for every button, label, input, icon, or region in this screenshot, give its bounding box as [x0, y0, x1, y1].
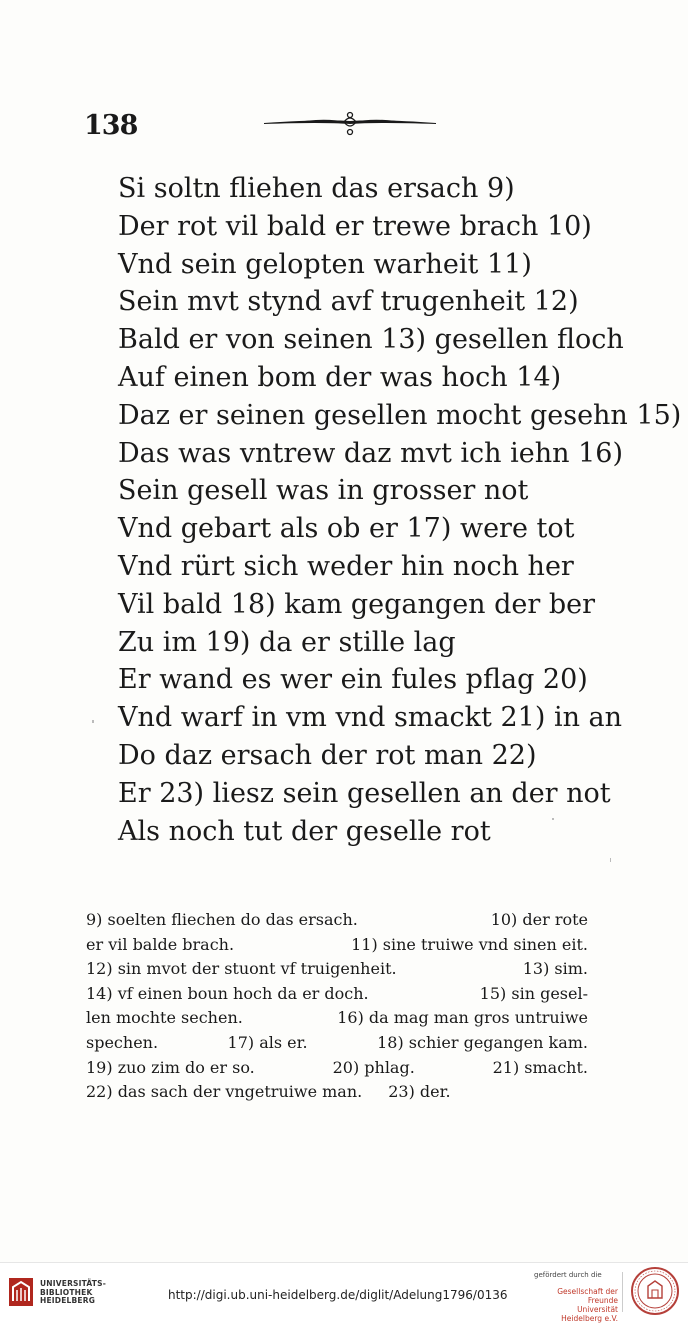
- footnote-line: [86, 1056, 588, 1081]
- footnote-line: [86, 908, 588, 933]
- footnote-line: [86, 957, 588, 982]
- verse-line: Vnd warf in vm vnd smackt 21) in an: [118, 702, 623, 734]
- footnote-line: [86, 933, 588, 958]
- verse-line: Vnd gebart als ob er 17) were tot: [118, 513, 575, 545]
- footnote-segment: 17) als er.: [227, 1032, 308, 1052]
- verse-line: Vnd rürt sich weder hin noch her: [118, 550, 574, 582]
- library-name-line: BIBLIOTHEK: [40, 1287, 93, 1297]
- verse-line: Si soltn fliehen das ersach 9): [118, 173, 515, 204]
- footer-divider: [622, 1272, 623, 1312]
- footnote-segment: er vil balde brach.: [86, 934, 235, 954]
- library-name: [40, 1280, 106, 1306]
- footnote-segment: len mochte sechen.: [86, 1008, 243, 1028]
- permalink-url[interactable]: http://digi.ub.uni-heidelberg.de/diglit/Adelung1796/0136: [168, 1288, 508, 1302]
- verse-line: Daz er seinen gesellen mocht gesehn 15): [118, 399, 682, 431]
- scan-speck: [610, 858, 611, 862]
- university-seal-icon: [630, 1266, 680, 1316]
- library-name-line: HEIDELBERG: [40, 1296, 96, 1306]
- footnote-line: [86, 1031, 588, 1056]
- verse-line: Er 23) liesz sein gesellen an der not: [118, 777, 611, 809]
- footnote-segment: 15) sin gesel-: [479, 983, 588, 1003]
- verse-line: Als noch tut der geselle rot: [118, 815, 491, 847]
- footnote-segment: 21) smacht.: [492, 1057, 588, 1077]
- viewer-footer: [0, 1262, 688, 1321]
- verse-line: Vnd sein gelopten warheit 11): [118, 248, 532, 280]
- poem-text: [118, 170, 682, 850]
- verse-line: Der rot vil bald er trewe brach 10): [118, 210, 592, 242]
- verse-line: Er wand es wer ein fules pflag 20): [118, 664, 588, 696]
- footnote-segment: 10) der rote: [490, 910, 588, 929]
- verse-line: Das was vntrew daz mvt ich iehn 16): [118, 437, 623, 469]
- sponsor-name-line: Universität Heidelberg e.V.: [561, 1305, 618, 1323]
- footnote-segment: 13) sim.: [522, 959, 588, 979]
- verse-line: Auf einen bom der was hoch 14): [118, 361, 562, 393]
- footnote-segment: 12) sin mvot der stuont vf truigenheit.: [86, 959, 397, 979]
- footnote-segment: spechen.: [86, 1032, 159, 1052]
- footnote-segment: 19) zuo zim do er so.: [86, 1057, 255, 1077]
- footnote-segment: 14) vf einen boun hoch da er doch.: [86, 983, 369, 1003]
- verse-line: Sein mvt stynd avf trugenheit 12): [118, 286, 579, 318]
- library-name-line: UNIVERSITÄTS-: [40, 1279, 107, 1288]
- verse-line: Sein gesell was in grosser not: [118, 475, 529, 507]
- sponsor-name-line: Gesellschaft der Freunde: [557, 1287, 618, 1305]
- ornament-rule-icon: [262, 110, 438, 140]
- verse-line: Bald er von seinen 13) gesellen floch: [118, 324, 624, 356]
- verse-line: Vil bald 18) kam gegangen der ber: [118, 588, 596, 620]
- footnote-segment: 22) das sach der vngetruiwe man.: [86, 1082, 363, 1102]
- verse-line: Zu im 19) da er stille lag: [118, 626, 456, 658]
- scan-speck: [92, 720, 94, 723]
- sponsor-caption: gefördert durch die: [534, 1271, 602, 1279]
- footnote-segment: 18) schier gegangen kam.: [377, 1032, 588, 1052]
- footnote-line: [86, 1006, 588, 1031]
- university-library-logo-icon: [8, 1277, 34, 1307]
- footnote-line: [86, 1080, 588, 1105]
- page-number: 138: [84, 110, 138, 141]
- footnote-line: [86, 982, 588, 1007]
- footnotes: [86, 908, 588, 1105]
- footnote-segment: 9) soelten fliechen do das ersach.: [86, 910, 358, 929]
- footnote-segment: 20) phlag.: [332, 1057, 415, 1077]
- verse-line: Do daz ersach der rot man 22): [118, 739, 537, 771]
- footnote-segment: 11) sine truiwe vnd sinen eit.: [351, 934, 588, 954]
- footnote-segment: 16) da mag man gros untruiwe: [337, 1008, 588, 1028]
- footnote-segment: 23) der.: [388, 1082, 451, 1102]
- sponsor-name: [534, 1287, 618, 1323]
- scan-speck: [552, 818, 554, 820]
